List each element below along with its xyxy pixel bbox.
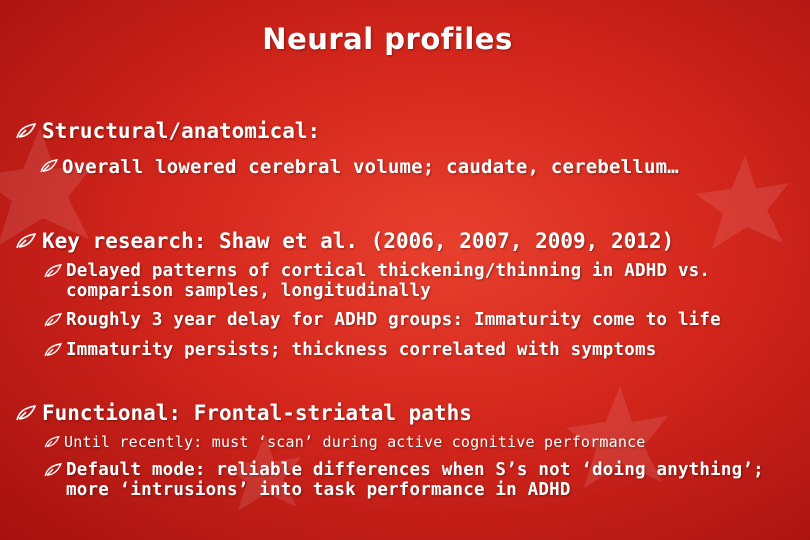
- functional-point: [44, 460, 764, 500]
- structural-point: [40, 156, 679, 178]
- point-text: Default mode: reliable differences when S’s not ‘doing anything’; more ‘intrusions’ into task performance in ADHD: [66, 460, 764, 500]
- section-heading-key-research: [16, 228, 674, 254]
- functional-point: [44, 433, 646, 451]
- key-research-point: [44, 310, 721, 330]
- section-heading-functional: [16, 400, 472, 426]
- point-text: Until recently: must ‘scan’ during active cognitive performance: [64, 433, 646, 451]
- leaf-bullet-icon: [16, 405, 36, 421]
- key-research-point: [44, 261, 774, 301]
- section-heading-text: Structural/anatomical:: [42, 119, 321, 143]
- background-leaf-decoration: [690, 150, 800, 260]
- section-heading-structural: [16, 118, 320, 144]
- section-heading-text: Key research: Shaw et al. (2006, 2007, 2009, 2012): [42, 229, 675, 253]
- key-research-point: [44, 340, 656, 360]
- section-heading-text: Functional: Frontal-striatal paths: [42, 401, 472, 425]
- point-text: Roughly 3 year delay for ADHD groups: Immaturity come to life: [66, 310, 721, 330]
- point-text: Immaturity persists; thickness correlated with symptoms: [66, 340, 657, 360]
- leaf-bullet-icon: [44, 343, 62, 357]
- leaf-bullet-icon: [40, 159, 58, 173]
- point-text: Overall lowered cerebral volume; caudate, cerebellum…: [62, 156, 679, 178]
- leaf-bullet-icon: [16, 123, 36, 139]
- leaf-bullet-icon: [16, 233, 36, 249]
- leaf-bullet-icon: [44, 264, 62, 278]
- point-text: Delayed patterns of cortical thickening/thinning in ADHD vs. comparison samples, longitudinally: [66, 261, 711, 301]
- leaf-bullet-icon: [44, 313, 62, 327]
- slide-title: Neural profiles: [262, 22, 513, 56]
- leaf-bullet-icon: [44, 436, 60, 448]
- leaf-bullet-icon: [44, 463, 62, 477]
